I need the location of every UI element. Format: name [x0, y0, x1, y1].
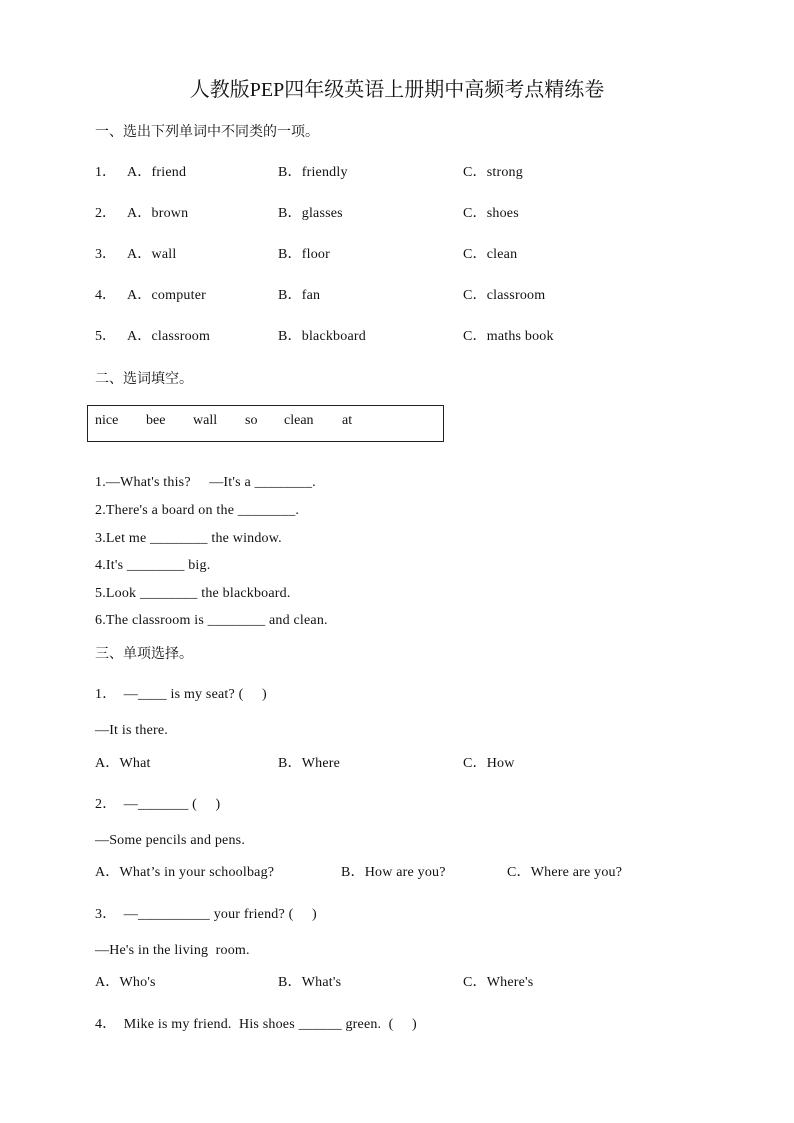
word-bank — [87, 405, 444, 442]
option-a[interactable]: A．What — [95, 756, 151, 771]
word-bank-item: clean — [284, 413, 314, 428]
mc-question-stem: 2． —_______ ( ) — [95, 797, 221, 812]
fill-sentence[interactable]: 6.The classroom is ________ and clean. — [95, 613, 328, 628]
option-b[interactable]: B．friendly — [278, 165, 348, 180]
mc-question-reply: —It is there. — [95, 723, 168, 738]
option-b[interactable]: B．How are you? — [341, 865, 446, 880]
question-number: 1． — [95, 165, 116, 180]
question-number: 5． — [95, 329, 116, 344]
option-b[interactable]: B．Where — [278, 756, 341, 771]
option-a[interactable]: A．wall — [127, 247, 177, 262]
option-c[interactable]: C．classroom — [463, 288, 546, 303]
option-b[interactable]: B．floor — [278, 247, 330, 262]
mc-question-stem: 4． Mike is my friend. His shoes ______ green. ( ) — [95, 1017, 417, 1032]
word-bank-item: nice — [95, 413, 119, 428]
option-b[interactable]: B．glasses — [278, 206, 343, 221]
mc-question-stem: 3． —__________ your friend? ( ) — [95, 907, 317, 922]
question-number: 3． — [95, 247, 116, 262]
fill-sentence[interactable]: 1.—What's this? —It's a ________. — [95, 475, 316, 490]
word-bank-item: at — [342, 413, 353, 428]
option-c[interactable]: C．Where are you? — [507, 865, 623, 880]
mc-question-reply: —He's in the living room. — [95, 943, 250, 958]
option-b[interactable]: B．blackboard — [278, 329, 366, 344]
option-c[interactable]: C．shoes — [463, 206, 519, 221]
section3-heading: 三、单项选择。 — [95, 647, 193, 662]
option-c[interactable]: C．strong — [463, 165, 523, 180]
option-b[interactable]: B．fan — [278, 288, 321, 303]
option-a[interactable]: A．What’s in your schoolbag? — [95, 865, 275, 880]
option-c[interactable]: C．Where's — [463, 975, 534, 990]
question-number: 2． — [95, 206, 116, 221]
option-a[interactable]: A．friend — [127, 165, 187, 180]
mc-question-stem: 1． —____ is my seat? ( ) — [95, 687, 267, 702]
option-c[interactable]: C．maths book — [463, 329, 554, 344]
page-title: 人教版PEP四年级英语上册期中高频考点精练卷 — [189, 79, 605, 101]
option-a[interactable]: A．computer — [127, 288, 206, 303]
option-c[interactable]: C．How — [463, 756, 515, 771]
fill-sentence[interactable]: 5.Look ________ the blackboard. — [95, 586, 291, 601]
fill-sentence[interactable]: 4.It's ________ big. — [95, 558, 211, 573]
option-a[interactable]: A．Who's — [95, 975, 156, 990]
word-bank-item: bee — [146, 413, 166, 428]
word-bank-item: so — [245, 413, 258, 428]
option-a[interactable]: A．classroom — [127, 329, 211, 344]
question-number: 4． — [95, 288, 116, 303]
section1-heading: 一、选出下列单词中不同类的一项。 — [95, 125, 319, 140]
option-b[interactable]: B．What's — [278, 975, 342, 990]
option-a[interactable]: A．brown — [127, 206, 189, 221]
fill-sentence[interactable]: 2.There's a board on the ________. — [95, 503, 300, 518]
section2-heading: 二、选词填空。 — [95, 372, 193, 387]
fill-sentence[interactable]: 3.Let me ________ the window. — [95, 531, 282, 546]
word-bank-item: wall — [193, 413, 218, 428]
mc-question-reply: —Some pencils and pens. — [95, 833, 246, 848]
option-c[interactable]: C．clean — [463, 247, 518, 262]
